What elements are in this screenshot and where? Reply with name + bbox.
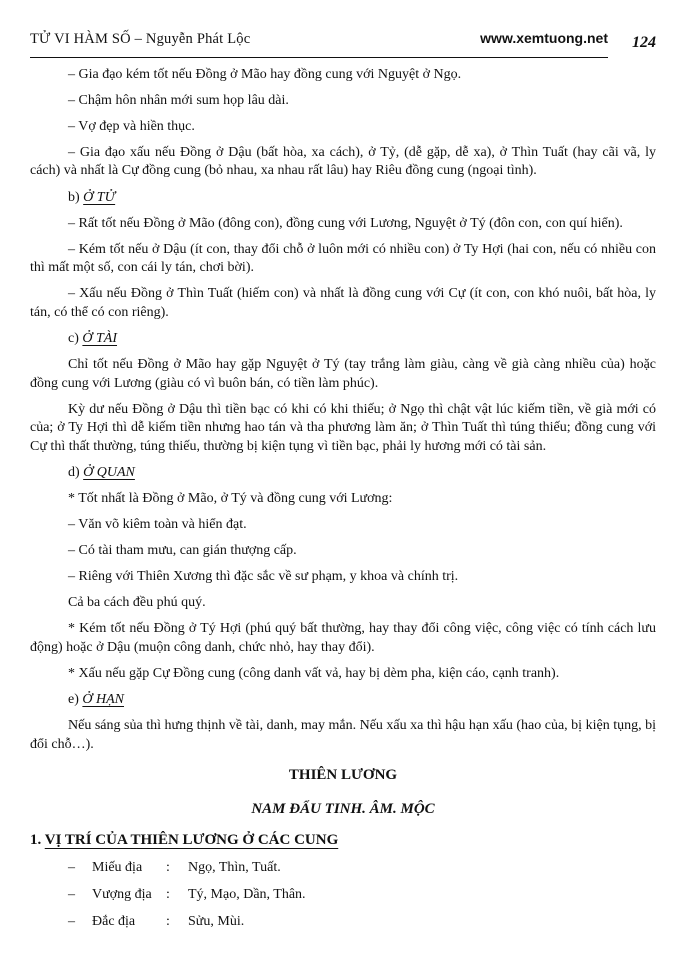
website-text: www.xemtuong.net: [480, 30, 608, 46]
position-value: Sửu, Mùi.: [188, 913, 245, 929]
dash: –: [68, 913, 75, 929]
dash: –: [68, 886, 75, 902]
colon: :: [166, 886, 170, 902]
position-label: Đắc địa: [92, 913, 136, 929]
subsection-heading-quan: [30, 464, 656, 483]
paragraph: * Kém tốt nếu Đồng ở Tý Hợi (phú quý bất thường, hay thay đổi công việc, công việc có tính cách lưu động) hoặc ở Dậu (muộn công danh, chức nhỏ, hay thay đổi).: [30, 621, 656, 655]
dash: –: [68, 859, 75, 875]
position-value: Tý, Mạo, Dần, Thân.: [188, 886, 306, 902]
position-item: [30, 913, 656, 932]
colon: :: [166, 913, 170, 929]
page-body: [30, 66, 656, 932]
star-title: THIÊN LƯƠNG: [288, 767, 398, 783]
paragraph: Kỳ dư nếu Đồng ở Dậu thì tiền bạc có khi có khi thiếu; ở Ngọ thì chật vật lúc kiếm tiền, về già mới có của; ở Ty Hợi thì dễ kiếm tiền nhưng hao tán và tha phương làm ăn; ở Thìn Tuất thì túng thiếu; đồng cung với Cự thì thất thường, túng thiếu, thường bị kiện tụng vì tiền bạc, phải ly hương mới có tài sản.: [30, 401, 656, 454]
subsection-heading-tai: [30, 330, 656, 349]
subsection-heading-tu: [30, 189, 656, 208]
paragraph: * Tốt nhất là Đồng ở Mão, ở Tý và đồng cung với Lương:: [68, 491, 393, 506]
subsection-title: Ở TỬ: [83, 189, 116, 205]
bullet-item: – Văn võ kiêm toàn và hiển đạt.: [68, 517, 247, 532]
page-number: 124: [632, 34, 656, 51]
paragraph: Cả ba cách đều phú quý.: [68, 595, 206, 610]
bullet-item: – Chậm hôn nhân mới sum họp lâu dài.: [68, 92, 289, 108]
paragraph: – Rất tốt nếu Đồng ở Mão (đông con), đồng cung với Lương, Nguyệt ở Tý (đôn con, con quí hiển).: [68, 215, 623, 231]
bullet-item: – Có tài tham mưu, can gián thượng cấp.: [68, 543, 297, 558]
paragraph: Nếu sáng sủa thì hưng thịnh về tài, danh, may mắn. Nếu xấu xa thì hậu hạn xấu (hao của, bị kiện tụng, bị đổi chỗ…).: [30, 718, 656, 752]
paragraph: * Xấu nếu gặp Cự Đồng cung (công danh vất vả, hay bị dèm pha, kiện cáo, cạnh tranh).: [68, 665, 560, 681]
header-rule: [30, 30, 608, 58]
subsection-prefix: c): [68, 331, 83, 346]
colon: :: [166, 859, 170, 875]
section-number: 1.: [30, 832, 45, 848]
position-value: Ngọ, Thìn, Tuất.: [188, 859, 281, 875]
subsection-heading-han: [30, 691, 656, 710]
paragraph: – Kém tốt nếu ở Dậu (ít con, thay đổi chỗ ở luôn mới có nhiều con) ở Ty Hợi (hai con, nếu có nhiều con thì mất một số, con cái ly tán, chơi bời).: [30, 241, 656, 275]
position-label: Miếu địa: [92, 859, 143, 875]
section-title: VỊ TRÍ CỦA THIÊN LƯƠNG Ở CÁC CUNG: [44, 832, 339, 848]
subsection-prefix: b): [68, 189, 84, 205]
star-subtitle: NAM ĐẨU TINH. ÂM. MỘC: [251, 801, 435, 817]
book-title: TỬ VI HÀM SỐ – Nguyễn Phát Lộc: [30, 31, 251, 47]
position-item: [30, 859, 656, 878]
position-label: Vượng địa: [92, 886, 152, 902]
section-1-heading: [30, 831, 656, 850]
position-item: [30, 886, 656, 905]
bullet-item: – Riêng với Thiên Xương thì đặc sắc về sư phạm, y khoa và chính trị.: [68, 569, 459, 584]
paragraph: Chỉ tốt nếu Đồng ở Mão hay gặp Nguyệt ở Tý (tay trắng làm giàu, càng về già càng nhiều của) hoặc đồng cung với Lương (giàu có vì buôn bán, có tiền làm phúc).: [30, 357, 656, 391]
bullet-item: – Gia đạo xấu nếu Đồng ở Dậu (bất hòa, xa cách), ở Tỷ, (dễ gặp, dễ xa), ở Thìn Tuất (hay cãi vã, ly cách) và nhất là Cự đồng cung (bỏ nhau, xa nhau rất lâu) hay Riêu đồng cung (ngoại tình).: [30, 144, 656, 178]
paragraph: – Xấu nếu Đồng ở Thìn Tuất (hiếm con) và nhất là đồng cung với Cự (ít con, con khó nuôi, bất hòa, ly tán, có thể có con riêng).: [30, 286, 656, 320]
subsection-title: Ở QUAN: [83, 465, 135, 480]
bullet-item: – Vợ đẹp và hiền thục.: [68, 118, 195, 134]
subsection-prefix: e): [68, 692, 83, 707]
bullet-item: – Gia đạo kém tốt nếu Đồng ở Mão hay đồng cung với Nguyệt ở Ngọ.: [68, 66, 462, 82]
subsection-title: Ở HẠN: [82, 692, 125, 707]
subsection-title: Ở TÀI: [82, 331, 118, 346]
subsection-prefix: d): [68, 465, 84, 480]
page-header: [30, 30, 656, 58]
